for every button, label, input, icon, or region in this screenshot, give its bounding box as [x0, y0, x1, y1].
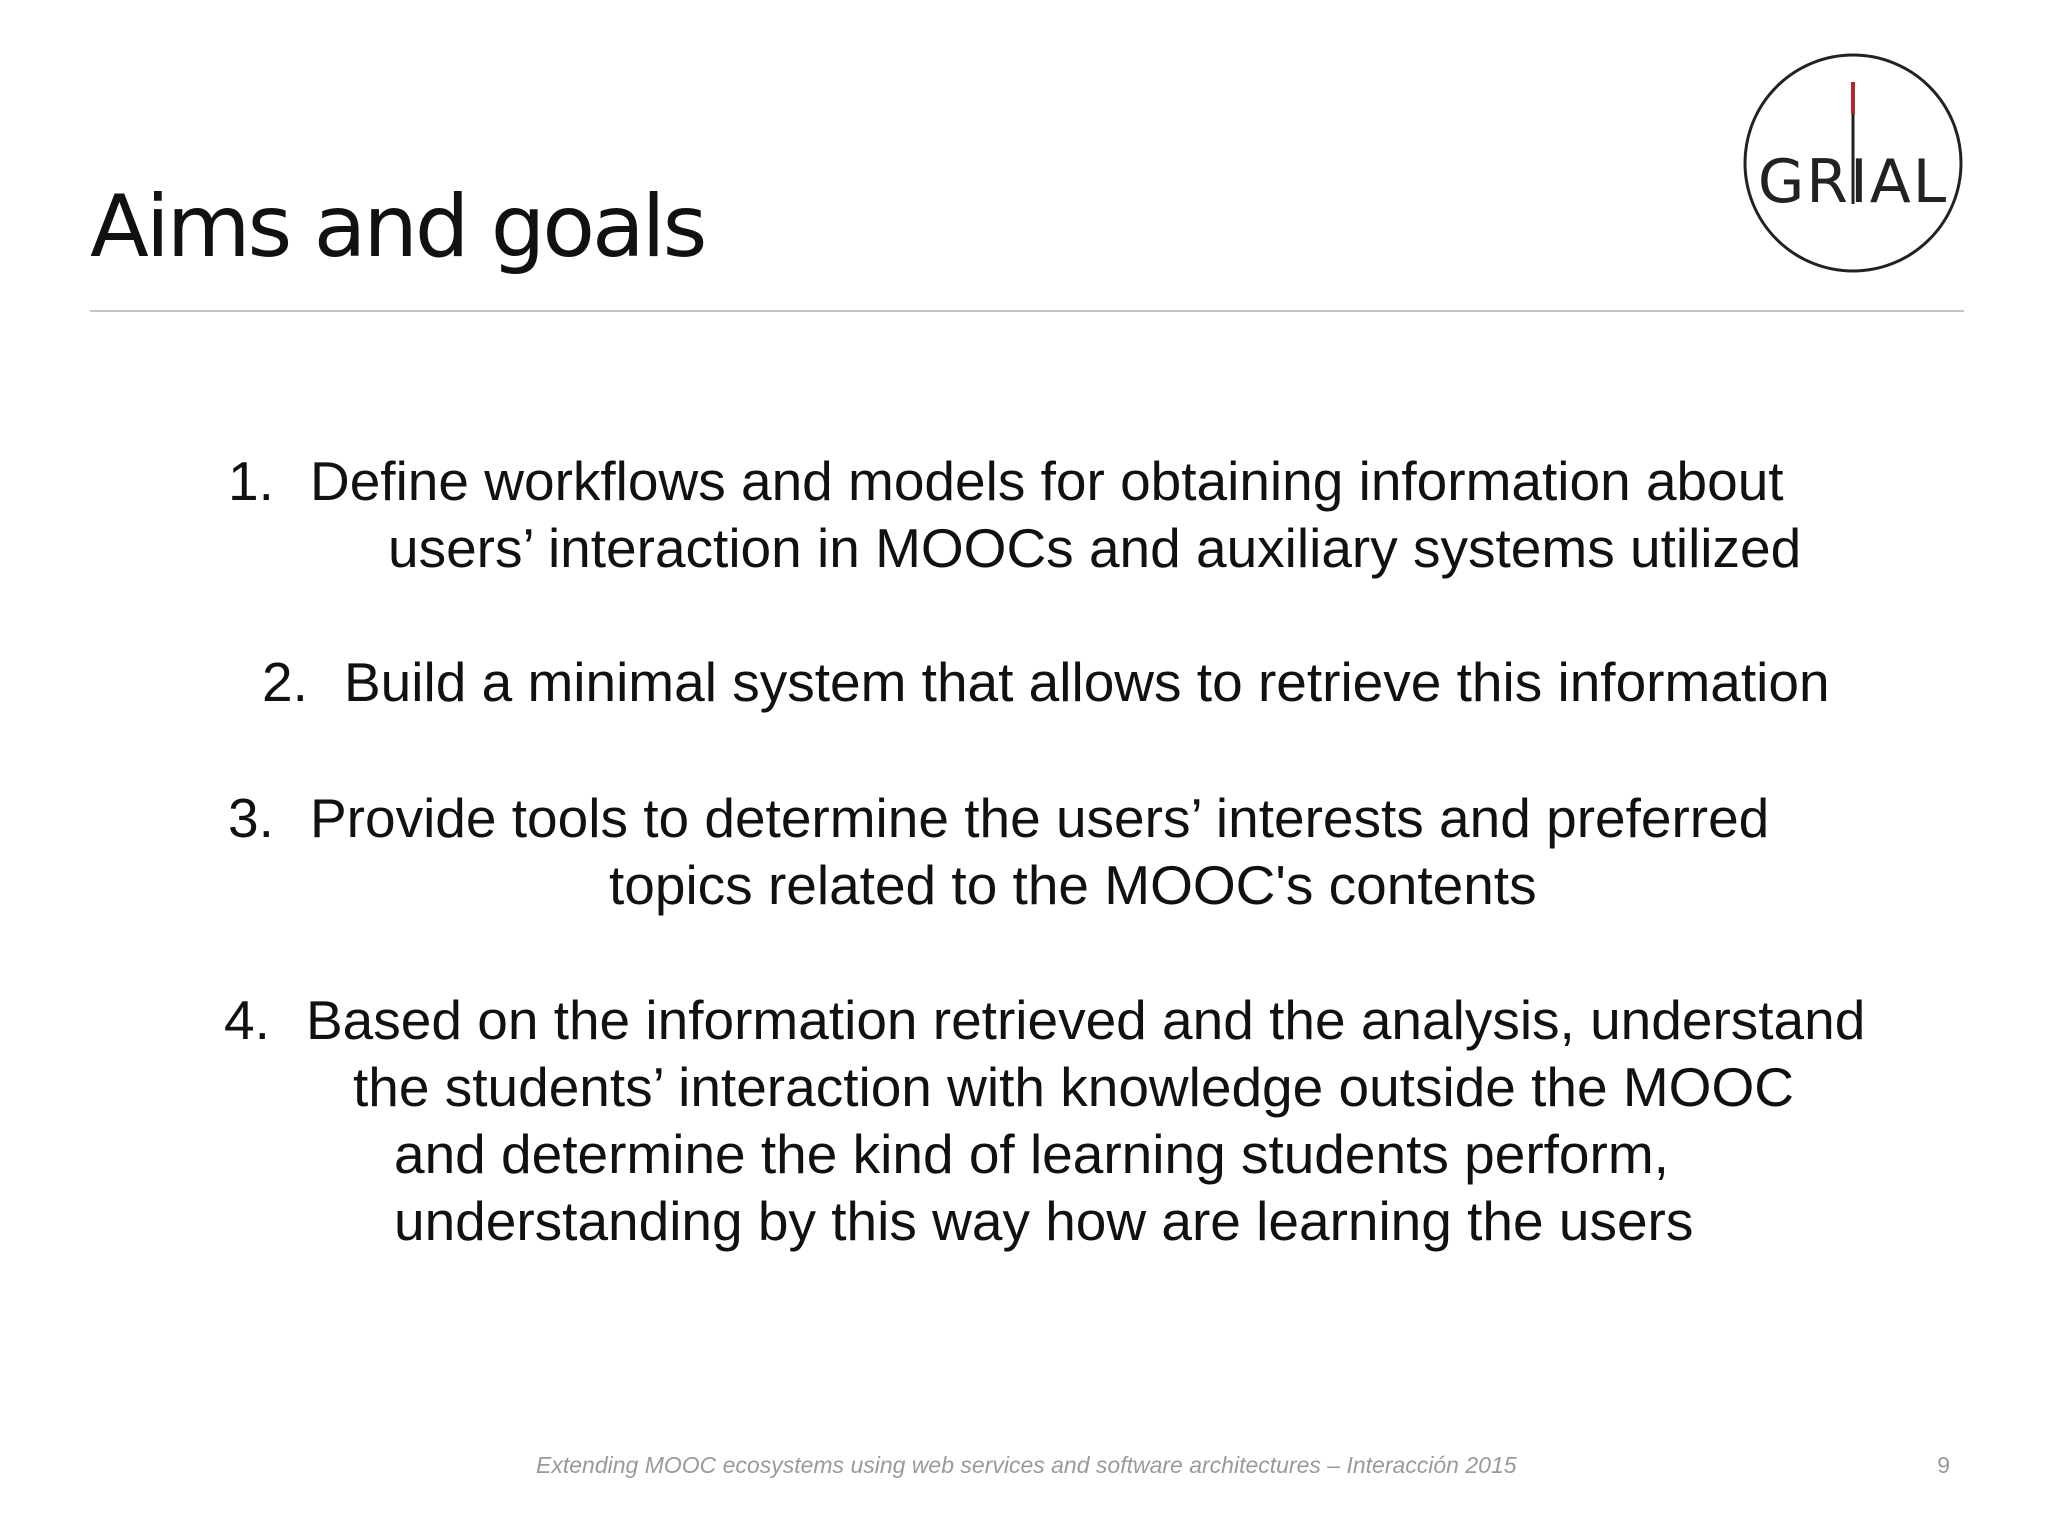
goal-4-line-2: the students’ interaction with knowledge outside the MOOC — [353, 1056, 1794, 1118]
goal-2-line-1 — [262, 649, 1830, 716]
goal-4-number: 4. — [224, 989, 270, 1051]
goal-4-line-3: and determine the kind of learning students perform, — [394, 1123, 1669, 1185]
goal-2-number: 2. — [262, 651, 308, 713]
goal-2-text-line-1: Build a minimal system that allows to retrieve this information — [344, 651, 1830, 713]
grial-logo-graphic — [1742, 52, 1964, 274]
slide-title: Aims and goals — [90, 177, 705, 277]
grial-logo — [1742, 52, 1964, 274]
goal-1-number: 1. — [228, 450, 274, 512]
goal-1-line-2: users’ interaction in MOOCs and auxiliary systems utilized — [388, 517, 1802, 579]
goal-3-line-1 — [228, 785, 1769, 852]
page-number: 9 — [1937, 1452, 1950, 1478]
goal-4-line-1 — [224, 987, 1865, 1054]
goal-1-line-1 — [228, 448, 1784, 515]
goal-3-line-2: topics related to the MOOC's contents — [609, 854, 1537, 916]
goal-3-number: 3. — [228, 787, 274, 849]
goal-4-text-line-1: Based on the information retrieved and the analysis, understand — [306, 989, 1866, 1051]
title-divider — [90, 310, 1964, 312]
goal-3-text-line-1: Provide tools to determine the users’ interests and preferred — [310, 787, 1770, 849]
goal-1-text-line-1: Define workflows and models for obtaining information about — [310, 450, 1784, 512]
logo-text: GRIAL — [1757, 147, 1949, 217]
goal-4-line-4: understanding by this way how are learning the users — [394, 1190, 1694, 1252]
slide-footer: Extending MOOC ecosystems using web services and software architectures – Interacción 2015 — [536, 1452, 1517, 1478]
